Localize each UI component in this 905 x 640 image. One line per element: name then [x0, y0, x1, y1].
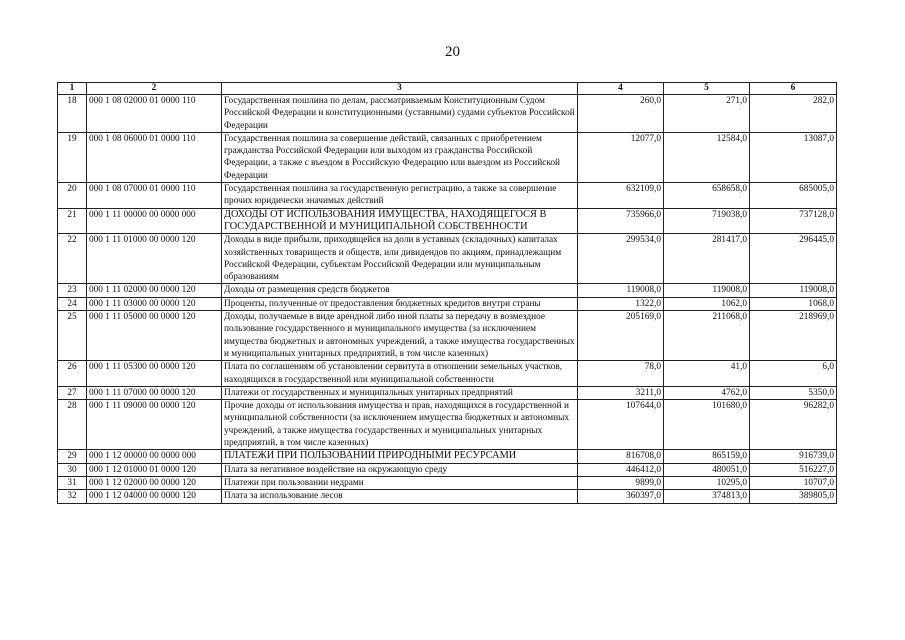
classification-code: 000 1 12 00000 00 0000 000 — [87, 450, 222, 463]
value-col-4: 12077,0 — [578, 132, 664, 182]
value-col-4: 446412,0 — [578, 463, 664, 476]
value-col-5: 719038,0 — [664, 208, 750, 234]
value-col-4: 632109,0 — [578, 183, 664, 209]
value-col-6: 218969,0 — [750, 311, 837, 361]
classification-code: 000 1 11 01000 00 0000 120 — [87, 234, 222, 284]
value-col-6: 96282,0 — [750, 400, 837, 450]
header-col-1: 1 — [58, 83, 87, 95]
classification-code: 000 1 11 05300 00 0000 120 — [87, 361, 222, 387]
value-col-4: 205169,0 — [578, 311, 664, 361]
table-row — [58, 183, 837, 209]
revenue-name: Проценты, полученные от предоставления бюджетных кредитов внутри страны — [222, 297, 578, 310]
value-col-6: 389805,0 — [750, 490, 837, 503]
classification-code: 000 1 11 03000 00 0000 120 — [87, 297, 222, 310]
table-row — [58, 490, 837, 503]
page-number: 20 — [445, 44, 460, 60]
value-col-6: 282,0 — [750, 95, 837, 133]
value-col-6: 5350,0 — [750, 386, 837, 399]
value-col-6: 6,0 — [750, 361, 837, 387]
revenue-table — [57, 82, 837, 504]
table-row — [58, 132, 837, 182]
table-row — [58, 450, 837, 463]
value-col-6: 685005,0 — [750, 183, 837, 209]
value-col-4: 119008,0 — [578, 284, 664, 297]
table-body — [58, 95, 837, 504]
value-col-4: 299534,0 — [578, 234, 664, 284]
classification-code: 000 1 08 02000 01 0000 110 — [87, 95, 222, 133]
value-col-6: 119008,0 — [750, 284, 837, 297]
revenue-name: ПЛАТЕЖИ ПРИ ПОЛЬЗОВАНИИ ПРИРОДНЫМИ РЕСУРСАМИ — [222, 450, 578, 463]
table-row — [58, 311, 837, 361]
classification-code: 000 1 12 02000 00 0000 120 — [87, 476, 222, 489]
header-col-2: 2 — [87, 83, 222, 95]
value-col-6: 916739,0 — [750, 450, 837, 463]
classification-code: 000 1 12 01000 01 0000 120 — [87, 463, 222, 476]
value-col-4: 9899,0 — [578, 476, 664, 489]
table-header-row — [58, 83, 837, 95]
header-col-6: 6 — [750, 83, 837, 95]
value-col-5: 12584,0 — [664, 132, 750, 182]
value-col-4: 1322,0 — [578, 297, 664, 310]
value-col-6: 516227,0 — [750, 463, 837, 476]
table-row — [58, 386, 837, 399]
row-number: 32 — [58, 490, 87, 503]
row-number: 27 — [58, 386, 87, 399]
classification-code: 000 1 08 06000 01 0000 110 — [87, 132, 222, 182]
revenue-name: Доходы от размещения средств бюджетов — [222, 284, 578, 297]
value-col-4: 360397,0 — [578, 490, 664, 503]
classification-code: 000 1 11 02000 00 0000 120 — [87, 284, 222, 297]
row-number: 21 — [58, 208, 87, 234]
row-number: 30 — [58, 463, 87, 476]
value-col-5: 480051,0 — [664, 463, 750, 476]
revenue-name: Государственная пошлина за совершение действий, связанных с приобретением гражданства Российской Федерации или выходом из гражданства Российской Федерации, а также с въездом в Российскую Федерацию или выездом из Российской Федерации — [222, 132, 578, 182]
classification-code: 000 1 11 07000 00 0000 120 — [87, 386, 222, 399]
revenue-name: Платежи от государственных и муниципальных унитарных предприятий — [222, 386, 578, 399]
table-row — [58, 284, 837, 297]
value-col-5: 865159,0 — [664, 450, 750, 463]
value-col-4: 107644,0 — [578, 400, 664, 450]
value-col-5: 374813,0 — [664, 490, 750, 503]
table-row — [58, 463, 837, 476]
row-number: 29 — [58, 450, 87, 463]
row-number: 28 — [58, 400, 87, 450]
header-col-4: 4 — [578, 83, 664, 95]
value-col-5: 658658,0 — [664, 183, 750, 209]
row-number: 19 — [58, 132, 87, 182]
value-col-5: 41,0 — [664, 361, 750, 387]
row-number: 26 — [58, 361, 87, 387]
value-col-5: 211068,0 — [664, 311, 750, 361]
value-col-4: 816708,0 — [578, 450, 664, 463]
table-row — [58, 476, 837, 489]
row-number: 24 — [58, 297, 87, 310]
row-number: 25 — [58, 311, 87, 361]
classification-code: 000 1 08 07000 01 0000 110 — [87, 183, 222, 209]
value-col-6: 10707,0 — [750, 476, 837, 489]
row-number: 22 — [58, 234, 87, 284]
row-number: 18 — [58, 95, 87, 133]
table-row — [58, 400, 837, 450]
classification-code: 000 1 11 00000 00 0000 000 — [87, 208, 222, 234]
revenue-name: Плата за негативное воздействие на окружающую среду — [222, 463, 578, 476]
value-col-5: 1062,0 — [664, 297, 750, 310]
classification-code: 000 1 11 09000 00 0000 120 — [87, 400, 222, 450]
revenue-name: Доходы в виде прибыли, приходящейся на доли в уставных (складочных) капиталах хозяйственных товариществ и обществ, или дивидендов по акциям, принадлежащим Российской Федерации, субъектам Российской Федерации или муниципальным образованиям — [222, 234, 578, 284]
value-col-5: 281417,0 — [664, 234, 750, 284]
revenue-name: Государственная пошлина за государственную регистрацию, а также за совершение прочих юридически значимых действий — [222, 183, 578, 209]
classification-code: 000 1 11 05000 00 0000 120 — [87, 311, 222, 361]
table-row — [58, 234, 837, 284]
value-col-6: 13087,0 — [750, 132, 837, 182]
value-col-5: 10295,0 — [664, 476, 750, 489]
table-row — [58, 95, 837, 133]
value-col-4: 78,0 — [578, 361, 664, 387]
revenue-name: Платежи при пользовании недрами — [222, 476, 578, 489]
revenue-name: Доходы, получаемые в виде арендной либо иной платы за передачу в возмездное пользование государственного и муниципального имущества (за исключением имущества бюджетных и автономных учреждений, а также имущества государственных и муниципальных унитарных предприятий, в том числе казенных) — [222, 311, 578, 361]
table-row — [58, 361, 837, 387]
value-col-4: 735966,0 — [578, 208, 664, 234]
value-col-5: 271,0 — [664, 95, 750, 133]
revenue-name: ДОХОДЫ ОТ ИСПОЛЬЗОВАНИЯ ИМУЩЕСТВА, НАХОДЯЩЕГОСЯ В ГОСУДАРСТВЕННОЙ И МУНИЦИПАЛЬНОЙ СОБСТВЕННОСТИ — [222, 208, 578, 234]
table-row — [58, 297, 837, 310]
row-number: 31 — [58, 476, 87, 489]
row-number: 23 — [58, 284, 87, 297]
value-col-4: 3211,0 — [578, 386, 664, 399]
value-col-6: 296445,0 — [750, 234, 837, 284]
value-col-5: 119008,0 — [664, 284, 750, 297]
value-col-5: 101680,0 — [664, 400, 750, 450]
revenue-name: Плата за использование лесов — [222, 490, 578, 503]
table-row — [58, 208, 837, 234]
value-col-6: 1068,0 — [750, 297, 837, 310]
value-col-4: 260,0 — [578, 95, 664, 133]
row-number: 20 — [58, 183, 87, 209]
value-col-6: 737128,0 — [750, 208, 837, 234]
classification-code: 000 1 12 04000 00 0000 120 — [87, 490, 222, 503]
header-col-5: 5 — [664, 83, 750, 95]
revenue-name: Государственная пошлина по делам, рассматриваемым Конституционным Судом Российской Федерации и конституционными (уставными) судами субъектов Российской Федерации — [222, 95, 578, 133]
value-col-5: 4762,0 — [664, 386, 750, 399]
revenue-name: Прочие доходы от использования имущества и прав, находящихся в государственной и муниципальной собственности (за исключением имущества бюджетных и автономных учреждений, а также имущества государственных и муниципальных унитарных предприятий, в том числе казенных) — [222, 400, 578, 450]
revenue-name: Плата по соглашениям об установлении сервитута в отношении земельных участков, находящихся в государственной или муниципальной собственности — [222, 361, 578, 387]
header-col-3: 3 — [222, 83, 578, 95]
